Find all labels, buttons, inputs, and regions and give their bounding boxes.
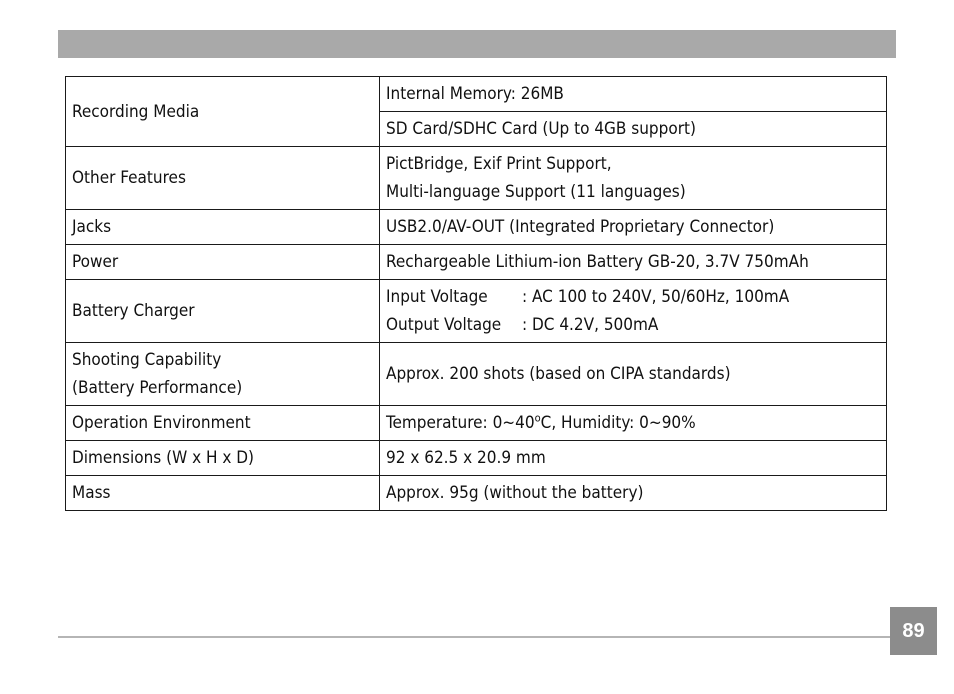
spec-value-other-features xyxy=(380,147,887,210)
header-bar xyxy=(58,30,896,58)
input-voltage-label: Input Voltage xyxy=(386,287,488,307)
spec-value-sd-card: SD Card/SDHC Card (Up to 4GB support) xyxy=(380,112,887,147)
spec-value-power: Rechargeable Lithium-ion Battery GB-20, 3.7V 750mAh xyxy=(380,245,887,280)
table-row xyxy=(66,343,887,406)
spec-value-internal-memory: Internal Memory: 26MB xyxy=(380,77,887,112)
spec-value-shooting-capability: Approx. 200 shots (based on CIPA standards) xyxy=(380,343,887,406)
other-features-line-1: PictBridge, Exif Print Support, xyxy=(386,154,612,174)
spec-value-operation-environment xyxy=(380,406,887,441)
temperature-text: Temperature: 0~40 xyxy=(386,413,535,433)
table-row xyxy=(66,245,887,280)
humidity-text: C, Humidity: 0~90% xyxy=(540,413,696,433)
spec-value-jacks: USB2.0/AV-OUT (Integrated Proprietary Connector) xyxy=(380,210,887,245)
spec-label-dimensions: Dimensions (W x H x D) xyxy=(66,441,380,476)
table-row xyxy=(66,77,887,112)
output-voltage-line xyxy=(386,311,880,339)
shooting-capability-line-1: Shooting Capability xyxy=(72,350,222,370)
spec-value-battery-charger xyxy=(380,280,887,343)
spec-label-power: Power xyxy=(66,245,380,280)
table-row xyxy=(66,147,887,210)
spec-label-shooting-capability xyxy=(66,343,380,406)
footer-divider xyxy=(58,636,890,638)
output-voltage-label: Output Voltage xyxy=(386,315,502,335)
table-row xyxy=(66,210,887,245)
specifications-table xyxy=(65,76,887,511)
shooting-capability-line-2: (Battery Performance) xyxy=(72,378,243,398)
spec-label-jacks: Jacks xyxy=(66,210,380,245)
spec-label-other-features: Other Features xyxy=(66,147,380,210)
spec-label-recording-media: Recording Media xyxy=(66,77,380,147)
other-features-line-2: Multi-language Support (11 languages) xyxy=(386,182,686,202)
spec-label-mass: Mass xyxy=(66,476,380,511)
table-row xyxy=(66,441,887,476)
table-row xyxy=(66,280,887,343)
degree-symbol: o xyxy=(534,411,541,425)
spec-value-dimensions: 92 x 62.5 x 20.9 mm xyxy=(380,441,887,476)
page-number: 89 xyxy=(890,607,937,655)
spec-value-mass: Approx. 95g (without the battery) xyxy=(380,476,887,511)
spec-label-operation-environment: Operation Environment xyxy=(66,406,380,441)
spec-label-battery-charger: Battery Charger xyxy=(66,280,380,343)
output-voltage-value: : DC 4.2V, 500mA xyxy=(522,315,659,335)
table-row xyxy=(66,406,887,441)
table-row xyxy=(66,476,887,511)
input-voltage-value: : AC 100 to 240V, 50/60Hz, 100mA xyxy=(522,287,790,307)
input-voltage-line xyxy=(386,283,880,311)
